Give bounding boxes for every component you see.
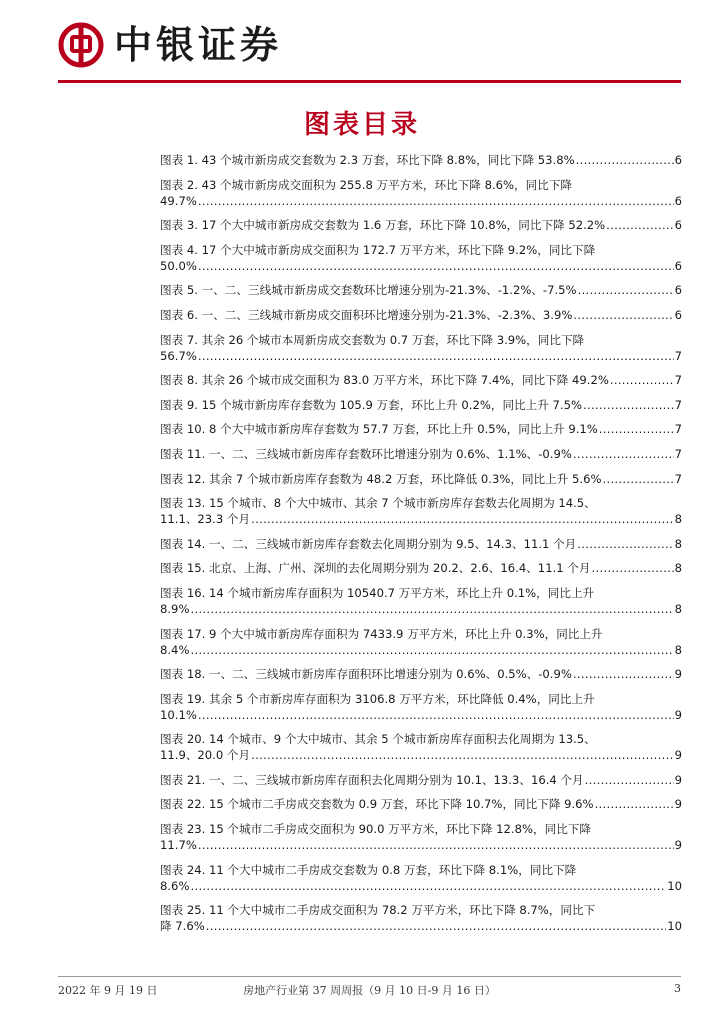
header-divider bbox=[58, 80, 681, 83]
toc-leader-dots bbox=[578, 282, 674, 298]
toc-entry-title-cont: 56.7% bbox=[160, 348, 197, 363]
toc-entry-title: 图表 25. 11 个大中城市二手房成交面积为 78.2 万平方米，环比下降 8.7%，同比下 bbox=[160, 903, 596, 918]
toc-entry[interactable] bbox=[160, 902, 682, 934]
toc-page-number: 7 bbox=[674, 348, 682, 363]
toc-entry[interactable] bbox=[160, 821, 682, 853]
toc-entry-title: 图表 3. 17 个大中城市新房成交套数为 1.6 万套，环比下降 10.8%，同比下降 52.2% bbox=[160, 218, 606, 233]
toc-entry-title: 图表 21. 一、二、三线城市新房库存面积去化周期分别为 10.1、13.3、16.4 个月 bbox=[160, 772, 584, 787]
toc-leader-dots bbox=[198, 348, 674, 364]
toc-page-number: 6 bbox=[674, 153, 682, 167]
toc-page-number: 6 bbox=[674, 307, 682, 322]
toc-entry[interactable] bbox=[160, 626, 682, 658]
brand-logo bbox=[58, 22, 282, 68]
toc-entry[interactable] bbox=[160, 177, 682, 209]
toc-entry-title: 图表 24. 11 个大中城市二手房成交套数为 0.8 万套，环比下降 8.1%，同比下降 bbox=[160, 862, 577, 877]
toc-page-number: 6 bbox=[674, 193, 682, 208]
toc-entry[interactable] bbox=[160, 560, 682, 576]
toc-entry-title: 图表 22. 15 个城市二手房成交套数为 0.9 万套，环比下降 10.7%，同比下降 9.6% bbox=[160, 797, 594, 812]
toc-entry-title: 图表 5. 一、二、三线城市新房成交套数环比增速分别为-21.3%、-1.2%、-7.5% bbox=[160, 283, 577, 298]
toc-entry-title-cont: 11.7% bbox=[160, 838, 197, 853]
toc-leader-dots bbox=[198, 258, 674, 274]
bank-of-china-logo-icon bbox=[58, 22, 104, 68]
toc-entry-title: 图表 20. 14 个城市、9 个大中城市、其余 5 个城市新房库存面积去化周期为 13.5、 bbox=[160, 732, 596, 747]
page-footer bbox=[58, 982, 681, 1000]
toc-entry[interactable] bbox=[160, 152, 682, 168]
toc-page-number: 9 bbox=[674, 748, 682, 763]
toc-entry[interactable] bbox=[160, 372, 682, 388]
toc-leader-dots bbox=[576, 152, 674, 168]
toc-leader-dots bbox=[599, 421, 674, 437]
brand-name: 中银证券 bbox=[114, 22, 283, 67]
toc-entry-title: 图表 19. 其余 5 个市新房库存面积为 3106.8 万平方米，环比降低 0.4%，同比上升 bbox=[160, 691, 595, 706]
toc-leader-dots bbox=[198, 837, 674, 853]
toc-entry-title-cont: 49.7% bbox=[160, 193, 197, 208]
toc-page-number: 9 bbox=[674, 667, 682, 682]
toc-page-number: 9 bbox=[674, 707, 682, 722]
toc-leader-dots bbox=[585, 772, 674, 788]
toc-entry-title-cont: 10.1% bbox=[160, 707, 197, 722]
toc-entry-title: 图表 23. 15 个城市二手房成交面积为 90.0 万平方米，环比下降 12.8%，同比下降 bbox=[160, 822, 591, 837]
toc-entry-title: 图表 16. 14 个城市新房库存面积为 10540.7 万平方米，环比上升 0.1%，同比上升 bbox=[160, 585, 595, 600]
toc-leader-dots bbox=[190, 601, 673, 617]
toc-entry-title: 图表 18. 一、二、三线城市新房库存面积环比增速分别为 0.6%、0.5%、-0.9% bbox=[160, 667, 572, 682]
toc-entry-title: 图表 10. 8 个大中城市新房库存套数为 57.7 万套，环比上升 0.5%，同比上升 9.1% bbox=[160, 422, 598, 437]
toc-leader-dots bbox=[577, 536, 673, 552]
toc-page-number: 6 bbox=[674, 218, 682, 233]
toc-entry-title: 图表 9. 15 个城市新房库存套数为 105.9 万套，环比上升 0.2%，同比上升 7.5% bbox=[160, 397, 582, 412]
toc-entry-title-cont: 11.1、23.3 个月 bbox=[160, 512, 251, 527]
toc-entry-title-cont: 50.0% bbox=[160, 258, 197, 273]
toc-leader-dots bbox=[198, 193, 674, 209]
toc-leader-dots bbox=[595, 796, 674, 812]
toc-entry-title: 图表 4. 17 个大中城市新房成交面积为 172.7 万平方米，环比下降 9.2%，同比下降 bbox=[160, 242, 596, 257]
toc-leader-dots bbox=[602, 471, 673, 487]
toc-page-number: 6 bbox=[674, 258, 682, 273]
footer-date: 2022 年 9 月 19 日 bbox=[58, 984, 158, 997]
toc-leader-dots bbox=[573, 307, 673, 323]
toc-leader-dots bbox=[573, 446, 674, 462]
toc-page-number: 9 bbox=[674, 797, 682, 812]
toc-page-number: 7 bbox=[674, 373, 682, 388]
toc-entry[interactable] bbox=[160, 282, 682, 298]
toc-page-number: 10 bbox=[667, 878, 682, 893]
toc-entry-title: 图表 14. 一、二、三线城市新房库存套数去化周期分别为 9.5、14.3、11.1 个月 bbox=[160, 536, 577, 551]
footer-divider bbox=[58, 976, 681, 977]
toc-page-number: 9 bbox=[674, 772, 682, 787]
toc-entry-title: 图表 1. 43 个城市新房成交套数为 2.3 万套，环比下降 8.8%，同比下降 53.8% bbox=[160, 153, 575, 167]
toc-entry[interactable] bbox=[160, 471, 682, 487]
toc-entry[interactable] bbox=[160, 217, 682, 233]
toc-leader-dots bbox=[198, 707, 674, 723]
toc-entry[interactable] bbox=[160, 536, 682, 552]
toc-entry-title-cont: 降 7.6% bbox=[160, 919, 205, 934]
toc-leader-dots bbox=[190, 642, 673, 658]
toc-leader-dots bbox=[610, 372, 674, 388]
toc-entry[interactable] bbox=[160, 495, 682, 527]
toc-page-number: 7 bbox=[674, 422, 682, 437]
toc-leader-dots bbox=[573, 666, 674, 682]
toc-leader-dots bbox=[583, 397, 674, 413]
toc-page-number: 8 bbox=[674, 536, 682, 551]
toc-entry-title: 图表 2. 43 个城市新房成交面积为 255.8 万平方米，环比下降 8.6%，同比下降 bbox=[160, 177, 573, 192]
toc-entry-title: 图表 6. 一、二、三线城市新房成交面积环比增速分别为-21.3%、-2.3%、3.9% bbox=[160, 307, 573, 322]
toc-entry-title: 图表 15. 北京、上海、广州、深圳的去化周期分别为 20.2、2.6、16.4、11.1 个月 bbox=[160, 561, 591, 576]
footer-report-title: 房地产行业第 37 周周报（9 月 10 日-9 月 16 日） bbox=[243, 984, 496, 997]
toc-entry-title-cont: 11.9、20.0 个月 bbox=[160, 748, 251, 763]
toc-entry[interactable] bbox=[160, 731, 682, 763]
footer-page-number: 3 bbox=[674, 982, 681, 995]
toc-page-number: 8 bbox=[674, 512, 682, 527]
toc-leader-dots bbox=[251, 747, 674, 763]
toc-entry[interactable] bbox=[160, 242, 682, 274]
toc-entry[interactable] bbox=[160, 862, 682, 894]
toc-page-number: 8 bbox=[674, 601, 682, 616]
toc-leader-dots bbox=[190, 878, 666, 894]
toc-entry[interactable] bbox=[160, 446, 682, 462]
toc-leader-dots bbox=[592, 560, 674, 576]
toc-entry[interactable] bbox=[160, 796, 682, 812]
toc-page-number: 10 bbox=[667, 919, 682, 934]
toc-entry-title-cont: 8.4% bbox=[160, 642, 190, 657]
toc-entry[interactable] bbox=[160, 307, 682, 323]
toc-entry-title: 图表 12. 其余 7 个城市新房库存套数为 48.2 万套，环比降低 0.3%，同比上升 5.6% bbox=[160, 471, 602, 486]
toc-leader-dots bbox=[606, 217, 673, 233]
toc-entry-title-cont: 8.9% bbox=[160, 601, 190, 616]
toc-entry[interactable] bbox=[160, 332, 682, 364]
toc-page-number: 8 bbox=[674, 561, 682, 576]
toc-entry-title-cont: 8.6% bbox=[160, 878, 190, 893]
toc-entry-title: 图表 11. 一、二、三线城市新房库存套数环比增速分别为 0.6%、1.1%、-0.9% bbox=[160, 446, 572, 461]
toc-entry[interactable] bbox=[160, 772, 682, 788]
toc-entry-title: 图表 17. 9 个大中城市新房库存面积为 7433.9 万平方米，环比上升 0.3%，同比上升 bbox=[160, 626, 603, 641]
toc-entry-title: 图表 7. 其余 26 个城市本周新房成交套数为 0.7 万套，环比下降 3.9%，同比下降 bbox=[160, 332, 585, 347]
toc-page-number: 7 bbox=[674, 446, 682, 461]
toc-leader-dots bbox=[251, 511, 674, 527]
toc-entry[interactable] bbox=[160, 421, 682, 437]
toc-entry[interactable] bbox=[160, 397, 682, 413]
toc-page-number: 8 bbox=[674, 642, 682, 657]
toc-entry[interactable] bbox=[160, 666, 682, 682]
toc-page-number: 7 bbox=[674, 397, 682, 412]
toc-page-number: 9 bbox=[674, 838, 682, 853]
toc-entry-title: 图表 8. 其余 26 个城市成交面积为 83.0 万平方米，环比下降 7.4%，同比下降 49.2% bbox=[160, 373, 609, 388]
page-header bbox=[0, 0, 724, 90]
toc-entry[interactable] bbox=[160, 585, 682, 617]
toc-entry-title: 图表 13. 15 个城市、8 个大中城市、其余 7 个城市新房库存套数去化周期为 14.5、 bbox=[160, 496, 596, 511]
toc-page-number: 7 bbox=[674, 471, 682, 486]
table-of-figures bbox=[160, 152, 682, 943]
toc-entry[interactable] bbox=[160, 691, 682, 723]
toc-page-number: 6 bbox=[674, 283, 682, 298]
page-title: 图表目录 bbox=[303, 110, 420, 140]
toc-leader-dots bbox=[206, 918, 667, 934]
